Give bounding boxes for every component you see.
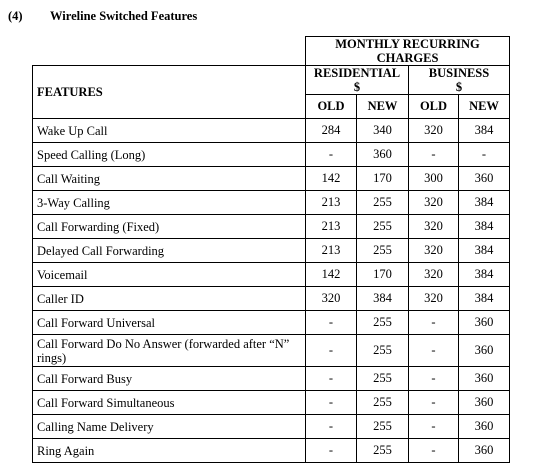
monthly-recurring-charges-header: MONTHLY RECURRING CHARGES bbox=[306, 37, 510, 66]
table-row bbox=[33, 239, 510, 263]
features-header: FEATURES bbox=[33, 66, 306, 119]
residential-old-cell: 213 bbox=[306, 191, 357, 215]
business-new-cell: 360 bbox=[459, 335, 510, 367]
residential-new-cell: 255 bbox=[357, 215, 409, 239]
feature-name-cell: 3-Way Calling bbox=[33, 191, 306, 215]
feature-name-cell: Delayed Call Forwarding bbox=[33, 239, 306, 263]
residential-old-cell: - bbox=[306, 143, 357, 167]
business-old-cell: - bbox=[409, 415, 459, 439]
residential-new-cell: 170 bbox=[357, 263, 409, 287]
feature-name-cell: Call Forward Do No Answer (forwarded after “N” rings) bbox=[33, 335, 306, 367]
residential-header bbox=[306, 66, 409, 95]
residential-old-cell: 320 bbox=[306, 287, 357, 311]
residential-new-cell: 255 bbox=[357, 239, 409, 263]
business-new-cell: 384 bbox=[459, 239, 510, 263]
table-row bbox=[33, 439, 510, 463]
feature-name-cell: Wake Up Call bbox=[33, 119, 306, 143]
business-new-cell: 360 bbox=[459, 367, 510, 391]
table-row bbox=[33, 415, 510, 439]
residential-old-cell: 213 bbox=[306, 239, 357, 263]
residential-new-cell: 255 bbox=[357, 391, 409, 415]
residential-new-cell: 384 bbox=[357, 287, 409, 311]
business-new-cell: 384 bbox=[459, 287, 510, 311]
business-old-cell: - bbox=[409, 335, 459, 367]
feature-name-cell: Calling Name Delivery bbox=[33, 415, 306, 439]
residential-old-cell: - bbox=[306, 311, 357, 335]
feature-name-cell: Voicemail bbox=[33, 263, 306, 287]
residential-label: RESIDENTIAL bbox=[313, 66, 401, 80]
feature-name-cell: Call Forwarding (Fixed) bbox=[33, 215, 306, 239]
residential-new-header: NEW bbox=[357, 95, 409, 119]
residential-new-cell: 255 bbox=[357, 335, 409, 367]
table-row bbox=[33, 391, 510, 415]
business-label: BUSINESS bbox=[428, 66, 490, 80]
residential-old-cell: 284 bbox=[306, 119, 357, 143]
business-old-cell: 320 bbox=[409, 215, 459, 239]
business-new-cell: 360 bbox=[459, 391, 510, 415]
business-old-cell: 320 bbox=[409, 119, 459, 143]
business-new-cell: 384 bbox=[459, 215, 510, 239]
header-blank-cell bbox=[33, 37, 306, 66]
business-old-cell: - bbox=[409, 143, 459, 167]
residential-new-cell: 340 bbox=[357, 119, 409, 143]
residential-old-cell: - bbox=[306, 367, 357, 391]
business-old-cell: 320 bbox=[409, 191, 459, 215]
business-old-cell: - bbox=[409, 311, 459, 335]
business-currency: $ bbox=[455, 80, 463, 94]
table-row bbox=[33, 335, 510, 367]
residential-new-cell: 255 bbox=[357, 367, 409, 391]
business-old-cell: - bbox=[409, 391, 459, 415]
residential-old-cell: - bbox=[306, 391, 357, 415]
business-new-cell: 360 bbox=[459, 415, 510, 439]
feature-name-cell: Caller ID bbox=[33, 287, 306, 311]
residential-new-cell: 170 bbox=[357, 167, 409, 191]
feature-name-cell: Ring Again bbox=[33, 439, 306, 463]
residential-new-cell: 255 bbox=[357, 311, 409, 335]
business-old-cell: 320 bbox=[409, 263, 459, 287]
business-new-cell: 384 bbox=[459, 191, 510, 215]
business-old-cell: - bbox=[409, 439, 459, 463]
residential-new-cell: 255 bbox=[357, 191, 409, 215]
feature-name-cell: Call Forward Simultaneous bbox=[33, 391, 306, 415]
business-header bbox=[409, 66, 510, 95]
table-row bbox=[33, 311, 510, 335]
table-row bbox=[33, 215, 510, 239]
residential-new-cell: 360 bbox=[357, 143, 409, 167]
residential-old-cell: - bbox=[306, 439, 357, 463]
business-new-cell: - bbox=[459, 143, 510, 167]
residential-currency: $ bbox=[353, 80, 361, 94]
section-number: (4) bbox=[8, 9, 23, 23]
residential-old-cell: - bbox=[306, 335, 357, 367]
residential-old-cell: - bbox=[306, 415, 357, 439]
business-new-cell: 384 bbox=[459, 119, 510, 143]
rates-table bbox=[32, 36, 510, 463]
table-row bbox=[33, 143, 510, 167]
feature-name-cell: Call Waiting bbox=[33, 167, 306, 191]
table-row bbox=[33, 191, 510, 215]
residential-new-cell: 255 bbox=[357, 439, 409, 463]
business-new-header: NEW bbox=[459, 95, 510, 119]
residential-old-cell: 142 bbox=[306, 263, 357, 287]
business-new-cell: 384 bbox=[459, 263, 510, 287]
business-old-cell: 320 bbox=[409, 287, 459, 311]
table-row bbox=[33, 167, 510, 191]
residential-old-cell: 142 bbox=[306, 167, 357, 191]
business-old-header: OLD bbox=[409, 95, 459, 119]
section-heading bbox=[8, 9, 197, 24]
business-new-cell: 360 bbox=[459, 311, 510, 335]
business-old-cell: 300 bbox=[409, 167, 459, 191]
feature-name-cell: Speed Calling (Long) bbox=[33, 143, 306, 167]
section-title: Wireline Switched Features bbox=[50, 9, 198, 23]
business-new-cell: 360 bbox=[459, 439, 510, 463]
table-row bbox=[33, 287, 510, 311]
table-row bbox=[33, 263, 510, 287]
feature-name-cell: Call Forward Universal bbox=[33, 311, 306, 335]
residential-old-header: OLD bbox=[306, 95, 357, 119]
residential-new-cell: 255 bbox=[357, 415, 409, 439]
table-row bbox=[33, 119, 510, 143]
rates-table-body bbox=[33, 119, 510, 463]
business-old-cell: - bbox=[409, 367, 459, 391]
residential-old-cell: 213 bbox=[306, 215, 357, 239]
table-row bbox=[33, 367, 510, 391]
feature-name-cell: Call Forward Busy bbox=[33, 367, 306, 391]
business-new-cell: 360 bbox=[459, 167, 510, 191]
business-old-cell: 320 bbox=[409, 239, 459, 263]
